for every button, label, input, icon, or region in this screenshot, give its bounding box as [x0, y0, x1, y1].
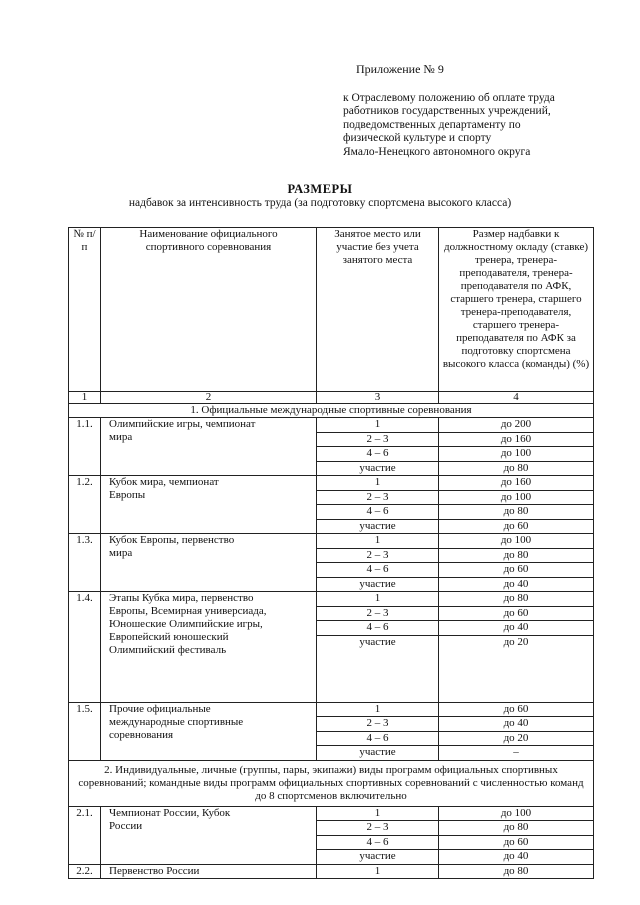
reference-line: подведомственных департаменту по: [343, 118, 521, 131]
place-cell: участие: [317, 635, 439, 702]
allowance-cell: до 80: [439, 548, 594, 563]
allowance-cell: –: [439, 746, 594, 761]
column-number-row: [69, 392, 594, 404]
allowance-cell: до 60: [439, 563, 594, 578]
place-cell: 1: [317, 864, 439, 879]
item-number: 1.2.: [69, 476, 101, 534]
place-cell: 4 – 6: [317, 563, 439, 578]
allowance-cell: до 80: [439, 821, 594, 836]
allowance-cell: до 80: [439, 592, 594, 607]
place-cell: 1: [317, 592, 439, 607]
allowance-cell: до 60: [439, 835, 594, 850]
item-number: 1.3.: [69, 534, 101, 592]
place-cell: 1: [317, 806, 439, 821]
appendix-label: Приложение № 9: [356, 62, 444, 76]
place-cell: 2 – 3: [317, 717, 439, 732]
allowance-cell: до 40: [439, 621, 594, 636]
column-number: 3: [317, 392, 439, 404]
reference-line: физической культуре и спорту: [343, 132, 492, 145]
allowance-cell: до 100: [439, 806, 594, 821]
allowance-cell: до 200: [439, 418, 594, 433]
allowance-cell: до 60: [439, 519, 594, 534]
header-allowance: Размер надбавки к должностному окладу (ставке) тренера, тренера-преподавателя, тренера-преподавателя по АФК, старшего тренера, старшего тренера-преподавателя, старшего тренера-преподавателя по АФК за подготовку спортсмена высокого класса (команды) (%): [439, 228, 594, 392]
place-cell: участие: [317, 577, 439, 592]
item-number: 2.1.: [69, 806, 101, 864]
table-row: [69, 702, 594, 717]
allowance-cell: до 100: [439, 447, 594, 462]
place-cell: 4 – 6: [317, 731, 439, 746]
document-title: РАЗМЕРЫ: [287, 182, 353, 196]
allowance-cell: до 160: [439, 476, 594, 491]
reference-line: к Отраслевому положению об оплате труда: [343, 92, 555, 104]
section-row: [69, 760, 594, 806]
competition-name: Первенство России: [101, 864, 317, 879]
allowance-cell: до 20: [439, 731, 594, 746]
item-number: 1.5.: [69, 702, 101, 760]
appendix-reference: [343, 92, 555, 159]
place-cell: 2 – 3: [317, 432, 439, 447]
allowance-cell: до 160: [439, 432, 594, 447]
place-cell: 2 – 3: [317, 606, 439, 621]
item-number: 1.4.: [69, 592, 101, 703]
place-cell: 1: [317, 476, 439, 491]
column-number: 4: [439, 392, 594, 404]
header-name: Наименование официального спортивного соревнования: [101, 228, 317, 392]
table-row: [69, 534, 594, 549]
document-subtitle: надбавок за интенсивность труда (за подготовку спортсмена высокого класса): [128, 197, 512, 209]
section-row: [69, 404, 594, 418]
allowance-cell: до 60: [439, 702, 594, 717]
competition-name: Этапы Кубка мира, первенство Европы, Всемирная универсиада, Юношеские Олимпийские игры, Европейский юношеский Олимпийский фестиваль: [101, 592, 317, 703]
place-cell: 2 – 3: [317, 821, 439, 836]
place-cell: 2 – 3: [317, 490, 439, 505]
place-cell: участие: [317, 850, 439, 865]
allowance-cell: до 20: [439, 635, 594, 702]
column-number: 1: [69, 392, 101, 404]
place-cell: 4 – 6: [317, 835, 439, 850]
allowance-table: [68, 227, 594, 879]
section-title: 2. Индивидуальные, личные (группы, пары, экипажи) виды программ официальных спортивных соревнований; командные виды программ официальных спортивных соревнований с численностью команд до 8 спортсменов включительно: [69, 760, 594, 806]
place-cell: 1: [317, 418, 439, 433]
table-row: [69, 418, 594, 433]
item-number: 1.1.: [69, 418, 101, 476]
header-place: Занятое место или участие без учета занятого места: [317, 228, 439, 392]
header-num: № п/п: [69, 228, 101, 392]
allowance-cell: до 60: [439, 606, 594, 621]
place-cell: участие: [317, 746, 439, 761]
table-row: [69, 806, 594, 821]
reference-line: работников государственных учреждений,: [343, 105, 551, 118]
place-cell: 2 – 3: [317, 548, 439, 563]
allowance-cell: до 80: [439, 505, 594, 520]
place-cell: 1: [317, 534, 439, 549]
place-cell: 4 – 6: [317, 621, 439, 636]
table-row: [69, 592, 594, 607]
allowance-cell: до 80: [439, 461, 594, 476]
allowance-cell: до 40: [439, 850, 594, 865]
competition-name: Кубок мира, чемпионат Европы: [101, 476, 317, 534]
item-number: 2.2.: [69, 864, 101, 879]
allowance-cell: до 40: [439, 577, 594, 592]
place-cell: участие: [317, 519, 439, 534]
competition-name: Прочие официальные международные спортивные соревнования: [101, 702, 317, 760]
place-cell: 4 – 6: [317, 447, 439, 462]
allowance-cell: до 100: [439, 490, 594, 505]
allowance-cell: до 100: [439, 534, 594, 549]
place-cell: 4 – 6: [317, 505, 439, 520]
competition-name: Кубок Европы, первенство мира: [101, 534, 317, 592]
section-title: 1. Официальные международные спортивные соревнования: [69, 404, 594, 418]
place-cell: 1: [317, 702, 439, 717]
competition-name: Чемпионат России, Кубок России: [101, 806, 317, 864]
allowance-cell: до 40: [439, 717, 594, 732]
header-row: [69, 228, 594, 392]
column-number: 2: [101, 392, 317, 404]
place-cell: участие: [317, 461, 439, 476]
reference-line: Ямало-Ненецкого автономного округа: [343, 145, 531, 158]
table-row: [69, 864, 594, 879]
competition-name: Олимпийские игры, чемпионат мира: [101, 418, 317, 476]
table-row: [69, 476, 594, 491]
allowance-cell: до 80: [439, 864, 594, 879]
